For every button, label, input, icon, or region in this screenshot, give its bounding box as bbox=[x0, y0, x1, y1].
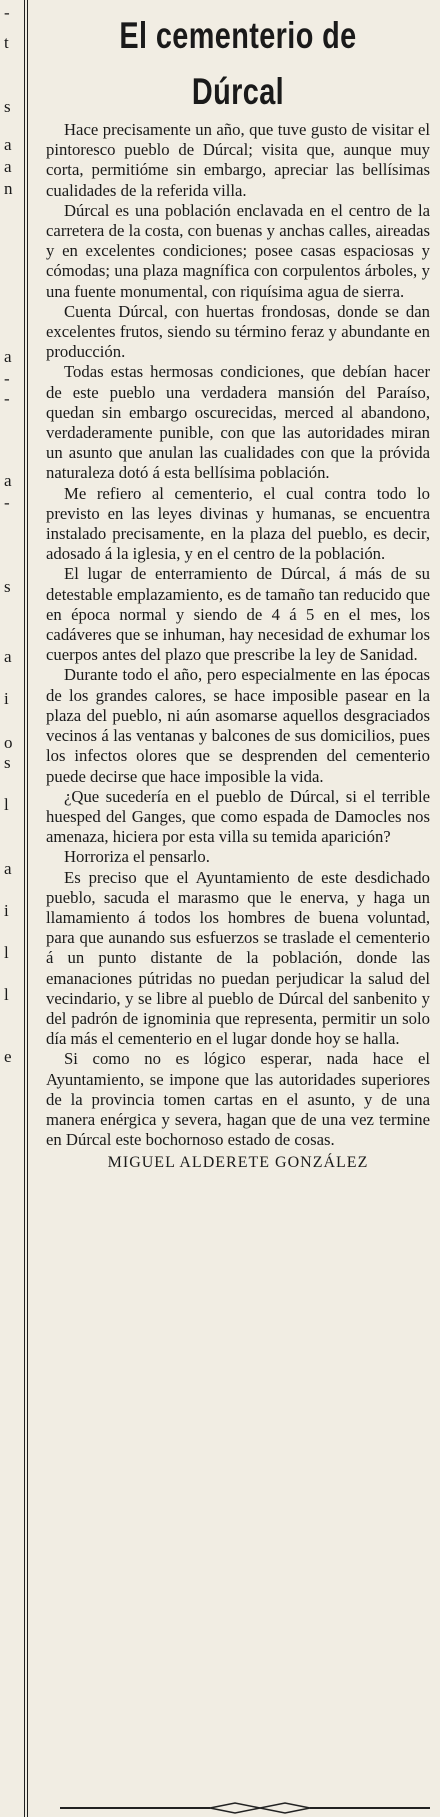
paragraph: Horroriza el pensarlo. bbox=[64, 847, 210, 867]
fragment: - bbox=[4, 493, 10, 512]
paragraph: Es preciso que el Ayuntamiento de este desdichado pueblo, sacuda el marasmo que le enerva, y haga un llamamiento á todos los hombres de buena voluntad, para que aunando sus esfuerzos se traslade el cementerio á un punto distante de la población, donde las emanaciones pútridas no puedan perjudicar la salud del vecindario, y se libre al pueblo de Dúrcal del sanbenito y del padrón de ignominia que representa, permitir un solo día más el cementerio en el lugar donde hoy se halla. bbox=[46, 867, 430, 1049]
fragment: - bbox=[4, 369, 10, 388]
article-title: El cementerio de Dúrcal bbox=[119, 15, 357, 112]
fragment: a bbox=[4, 347, 12, 366]
fragment: t bbox=[4, 33, 9, 52]
fragment: a bbox=[4, 157, 12, 176]
fragment: l bbox=[4, 943, 9, 962]
fragment: - bbox=[4, 389, 10, 408]
paragraph: ¿Que sucedería en el pueblo de Dúrcal, si el terrible huesped del Ganges, que como espada de Damocles nos amenaza, hiciera por esta villa su temida aparición? bbox=[46, 786, 430, 847]
paragraph: Durante todo el año, pero especialmente en las épocas de los grandes calores, se hace imposible pasear en la plaza del pueblo, ni aún asomarse aquellos desgraciados vecinos á las ventanas y balcones de sus domicilios, pues los infectos olores que se desprenden del cementerio puede decirse que hace imposible la vida. bbox=[46, 665, 430, 786]
fragment: e bbox=[4, 1047, 12, 1066]
fragment: l bbox=[4, 795, 9, 814]
article-body bbox=[46, 120, 430, 1150]
fragment: a bbox=[4, 647, 12, 666]
fragment: s bbox=[4, 97, 11, 116]
paragraph: Me refiero al cementerio, el cual contra todo lo previsto en las leyes divinas y humanas, se encuentra instalado precisamente, en la plaza del pueblo, es decir, adosado á la iglesia, y en el centro de la población. bbox=[46, 483, 430, 564]
fragment: i bbox=[4, 901, 9, 920]
author-signature: MIGUEL ALDERETE GONZÁLEZ bbox=[107, 1154, 369, 1172]
fragment: l bbox=[4, 985, 9, 1004]
ornament-rule-icon bbox=[60, 1802, 430, 1814]
fragment: n bbox=[4, 179, 13, 198]
fragment: a bbox=[4, 135, 12, 154]
fragment: o bbox=[4, 733, 13, 752]
paragraph: Dúrcal es una población enclavada en el centro de la carretera de la costa, con buenas y anchas calles, aireadas y en excelentes condiciones; posee casas espaciosas y cómodas; una plaza magnífica con corpulentos árboles, y una fuente monumental, con riquísima agua de sierra. bbox=[46, 200, 430, 301]
paragraph: Si como no es lógico esperar, nada hace el Ayuntamiento, se impone que las autoridades superiores de la provincia tomen cartas en el asunto, y de una manera enérgica y severa, hagan que de una vez termine en Dúrcal este bochornoso estado de cosas. bbox=[46, 1049, 430, 1150]
fragment: a bbox=[4, 859, 12, 878]
paragraph: Cuenta Dúrcal, con huertas frondosas, donde se dan excelentes frutos, siendo su término feraz y abundante en producción. bbox=[46, 301, 430, 362]
article bbox=[46, 8, 430, 1172]
fragment: a bbox=[4, 471, 12, 490]
paragraph: El lugar de enterramiento de Dúrcal, á más de su detestable emplazamiento, es de tamaño tan reducido que en época normal y siendo de 4 á 5 en el mes, los cadáveres que se inhuman, hay necesidad de exhumar los cuerpos antes del plazo que prescribe la ley de Sanidad. bbox=[46, 564, 430, 665]
fragment: s bbox=[4, 577, 11, 596]
left-column-fragments bbox=[0, 0, 22, 1817]
paragraph: Todas estas hermosas condiciones, que debían hacer de este pueblo una verdadera mansión del Paraíso, quedan sin embargo oscurecidas, merced al abandono, verdaderamente punible, con que las autoridades miran un asunto que anulan las cualidades con que la próvida naturaleza dotó á esta bellísima población. bbox=[46, 362, 430, 483]
fragment: i bbox=[4, 689, 9, 708]
column-rule bbox=[24, 0, 28, 1817]
fragment: s bbox=[4, 753, 11, 772]
fragment: - bbox=[4, 3, 10, 22]
paragraph: Hace precisamente un año, que tuve gusto de visitar el pintoresco pueblo de Dúrcal; visita que, aunque muy corta, permitióme sin embargo, apreciar las bellísimas cualidades de la referida villa. bbox=[46, 120, 430, 200]
